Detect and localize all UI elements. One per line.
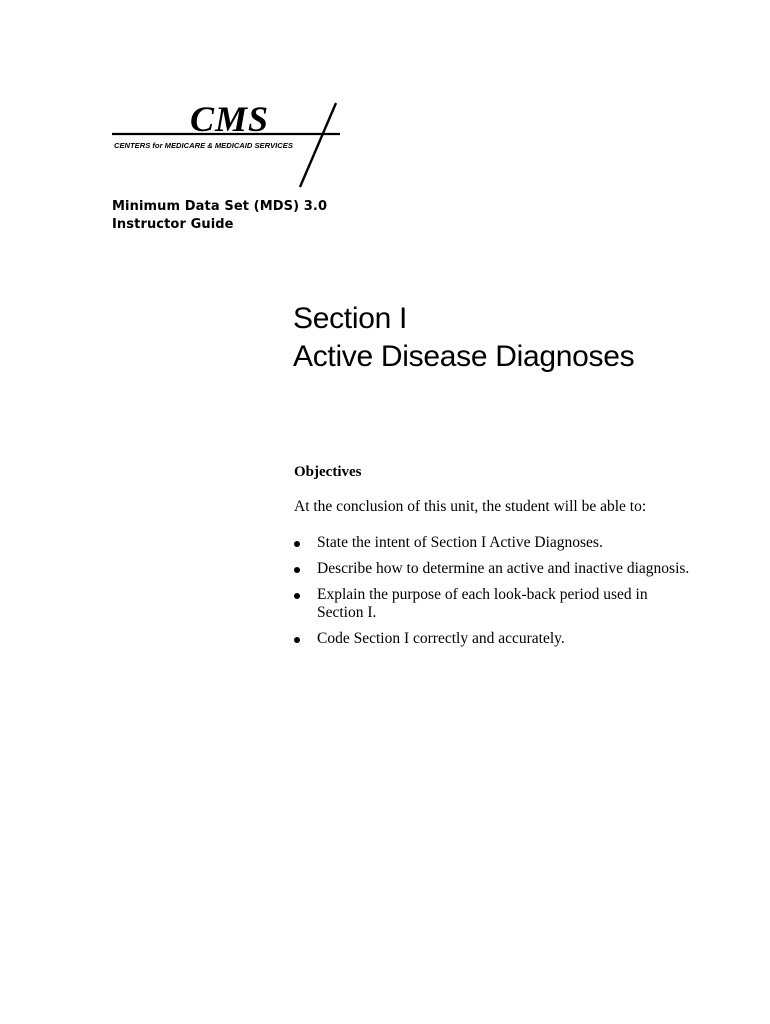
list-item <box>294 534 694 552</box>
cms-tagline: CENTERS for MEDICARE & MEDICAID SERVICES <box>114 141 293 150</box>
section-title-line2: Active Disease Diagnoses <box>293 340 635 373</box>
objectives-list <box>294 534 694 648</box>
cms-logo <box>110 95 350 195</box>
section-title-line1: Section I <box>293 302 408 335</box>
list-item <box>294 586 694 622</box>
list-item-text: Describe how to determine an active and inactive diagnosis. <box>317 560 690 577</box>
list-item-text: State the intent of Section I Active Diagnoses. <box>317 534 603 551</box>
objectives-heading: Objectives <box>294 464 362 480</box>
list-item <box>294 560 694 578</box>
objectives-block <box>294 462 694 656</box>
bullet-icon <box>294 593 300 599</box>
cms-logo-graphic <box>110 95 350 195</box>
guide-header-line1: Minimum Data Set (MDS) 3.0 <box>112 199 328 214</box>
section-title <box>293 300 634 376</box>
bullet-icon <box>294 637 300 643</box>
bullet-icon <box>294 567 300 573</box>
objectives-intro: At the conclusion of this unit, the student will be able to: <box>294 498 647 515</box>
list-item <box>294 630 694 648</box>
bullet-icon <box>294 541 300 547</box>
guide-header-line2: Instructor Guide <box>112 217 234 232</box>
guide-header <box>112 198 327 234</box>
list-item-text: Explain the purpose of each look-back period used in Section I. <box>317 586 648 621</box>
cms-wordmark: CMS <box>190 99 270 139</box>
list-item-text: Code Section I correctly and accurately. <box>317 630 565 647</box>
